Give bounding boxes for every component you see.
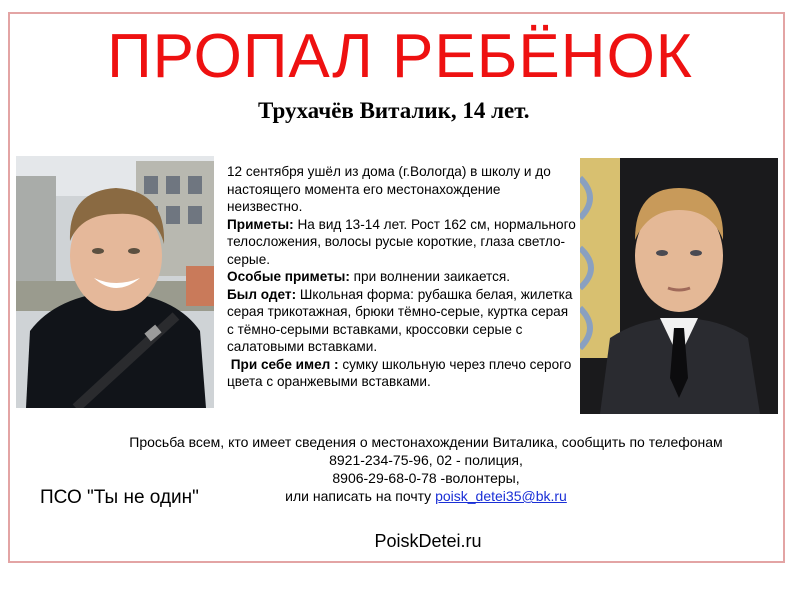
signs-text: На вид 13-14 лет. Рост 162 см, нормального телосложения, волосы русые короткие, глаза светло-серые. — [227, 216, 576, 267]
website-link[interactable]: PoiskDetei.ru — [374, 531, 482, 551]
poster-title: ПРОПАЛ РЕБЁНОК — [107, 22, 693, 91]
child-name: Трухачёв Виталик, 14 лет. — [258, 98, 530, 123]
clothes-label: Был одет: — [227, 286, 297, 302]
clothes-text: Школьная форма: рубашка белая, жилетка серая трикотажная, брюки тёмно-серые, куртка серая с тёмно-серыми вставками, кроссовки серые с салатовыми вставками. — [227, 286, 573, 354]
description-intro: 12 сентября ушёл из дома (г.Вологда) в школу и до настоящего момента его местонахождение неизвестно. — [227, 164, 551, 214]
request-line-1: Просьба всем, кто имеет сведения о местонахождении Виталика, сообщить по телефонам — [129, 434, 723, 450]
description-signs — [227, 216, 577, 269]
signs-label: Приметы: — [227, 216, 294, 232]
email-link[interactable]: poisk_detei35@bk.ru — [435, 488, 567, 504]
special-label: Особые приметы: — [227, 269, 350, 284]
request-line-2: 8921-234-75-96, 02 - полиция, — [329, 452, 523, 468]
photo-portrait — [580, 158, 778, 414]
description-items — [227, 356, 577, 391]
items-label: При себе имел : — [230, 356, 339, 372]
photo-outdoor — [16, 156, 214, 408]
description-text — [227, 163, 577, 391]
request-line-3: 8906-29-68-0-78 -волонтеры, — [332, 470, 520, 486]
items-text: сумку школьную через плечо серого цвета с оранжевыми вставками. — [227, 356, 572, 389]
request-email-prefix: или написать на почту — [285, 488, 436, 504]
description-special — [227, 268, 577, 286]
description-clothes — [227, 286, 577, 356]
organization-name: ПСО "Ты не один" — [40, 487, 199, 508]
special-text: при волнении заикается. — [349, 269, 511, 284]
